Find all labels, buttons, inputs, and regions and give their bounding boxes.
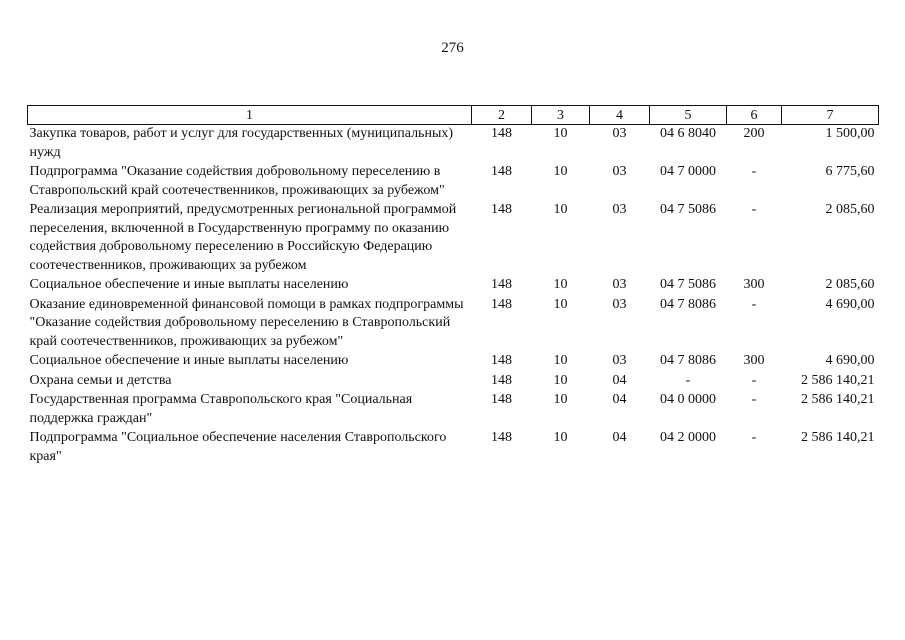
row-name: Социальное обеспечение и иные выплаты населению [29, 353, 349, 368]
row-subsection-code: 03 [612, 164, 627, 179]
row-sum: 2 586 140,21 [801, 392, 875, 407]
row-target-code: 04 7 5086 [660, 277, 716, 292]
row-name: Государственная программа Ставропольского края "Социальная поддержка граждан" [29, 392, 413, 426]
row-section-code: 10 [553, 202, 568, 217]
table-row [28, 372, 879, 392]
row-name: Закупка товаров, работ и услуг для государственных (муниципальных) нужд [29, 126, 454, 160]
row-section-code: 10 [553, 372, 568, 388]
row-name: Подпрограмма "Оказание содействия добровольному переселению в Ставропольский край соотечественников, проживающих за рубежом" [29, 164, 445, 198]
row-target-code: 04 6 8040 [660, 126, 716, 141]
row-ministry-code: 148 [491, 126, 512, 141]
table-row [28, 296, 879, 353]
row-ministry-code: 148 [491, 430, 512, 445]
row-expense-type: - [751, 430, 757, 445]
row-expense-type: 300 [743, 277, 765, 292]
row-section-code: 10 [553, 126, 568, 141]
column-header-ministry: 2 [472, 106, 532, 125]
row-name: Социальное обеспечение и иные выплаты населению [29, 277, 349, 292]
row-ministry-code: 148 [491, 372, 512, 388]
row-target-code: 04 2 0000 [660, 430, 716, 445]
row-section-code: 10 [553, 296, 568, 312]
row-subsection-code: 03 [612, 296, 627, 312]
column-header-section: 3 [532, 106, 590, 125]
row-expense-type: 300 [743, 353, 765, 368]
row-sum: 2 085,60 [825, 202, 875, 217]
row-sum: 1 500,00 [825, 126, 875, 141]
row-target-code: 04 0 0000 [660, 392, 716, 407]
row-expense-type: - [751, 392, 757, 407]
row-expense-type: - [751, 164, 757, 179]
row-subsection-code: 03 [612, 202, 627, 217]
column-header-expense-type: 6 [727, 106, 782, 125]
row-sum: 2 586 140,21 [801, 372, 875, 388]
row-target-code: 04 7 5086 [660, 202, 716, 217]
row-expense-type: 200 [743, 126, 765, 141]
row-subsection-code: 03 [612, 353, 627, 368]
row-section-code: 10 [553, 392, 568, 407]
row-ministry-code: 148 [491, 296, 512, 312]
row-sum: 2 085,60 [825, 277, 875, 292]
row-sum: 6 775,60 [825, 164, 875, 179]
row-sum: 4 690,00 [825, 353, 875, 368]
row-ministry-code: 148 [491, 202, 512, 217]
row-expense-type: - [751, 202, 757, 217]
row-subsection-code: 03 [612, 277, 627, 292]
table-row [28, 391, 879, 429]
page-number: 276 [441, 40, 464, 56]
row-ministry-code: 148 [491, 277, 512, 292]
row-target-code: 04 7 8086 [660, 296, 716, 312]
row-expense-type: - [751, 296, 757, 312]
row-subsection-code: 04 [612, 372, 627, 388]
column-header-target: 5 [650, 106, 727, 125]
row-name: Подпрограмма "Социальное обеспечение населения Ставропольского края" [29, 430, 447, 464]
column-header-name: 1 [28, 106, 472, 125]
row-subsection-code: 04 [612, 430, 627, 445]
column-header-subsection: 4 [590, 106, 650, 125]
row-name: Оказание единовременной финансовой помощи в рамках подпрограммы "Оказание содействия добровольному переселению в Ставропольский край соотечественников, проживающих за рубежом" [29, 296, 464, 349]
row-subsection-code: 04 [612, 392, 627, 407]
row-sum: 4 690,00 [825, 296, 875, 312]
column-header-sum: 7 [782, 106, 879, 125]
row-sum: 2 586 140,21 [801, 430, 875, 445]
row-section-code: 10 [553, 353, 568, 368]
table-row [28, 125, 879, 164]
row-target-code: - [685, 372, 691, 388]
table-header-row [28, 106, 879, 125]
row-ministry-code: 148 [491, 164, 512, 179]
row-name: Реализация мероприятий, предусмотренных региональной программой переселения, включенной в Государственную программу по оказанию содействия добровольному переселению в Российскую Федерацию соотечественников, проживающих за рубежом [29, 202, 457, 273]
row-section-code: 10 [553, 277, 568, 292]
row-ministry-code: 148 [491, 353, 512, 368]
row-section-code: 10 [553, 430, 568, 445]
row-expense-type: - [751, 372, 757, 388]
row-target-code: 04 7 0000 [660, 164, 716, 179]
row-name: Охрана семьи и детства [29, 372, 172, 388]
row-ministry-code: 148 [491, 392, 512, 407]
table-row [28, 429, 879, 467]
row-subsection-code: 03 [612, 126, 627, 141]
table-row [28, 352, 879, 372]
table-row [28, 163, 879, 201]
budget-table [27, 105, 879, 467]
row-target-code: 04 7 8086 [660, 353, 716, 368]
row-section-code: 10 [553, 164, 568, 179]
table-row [28, 201, 879, 276]
table-row [28, 276, 879, 296]
